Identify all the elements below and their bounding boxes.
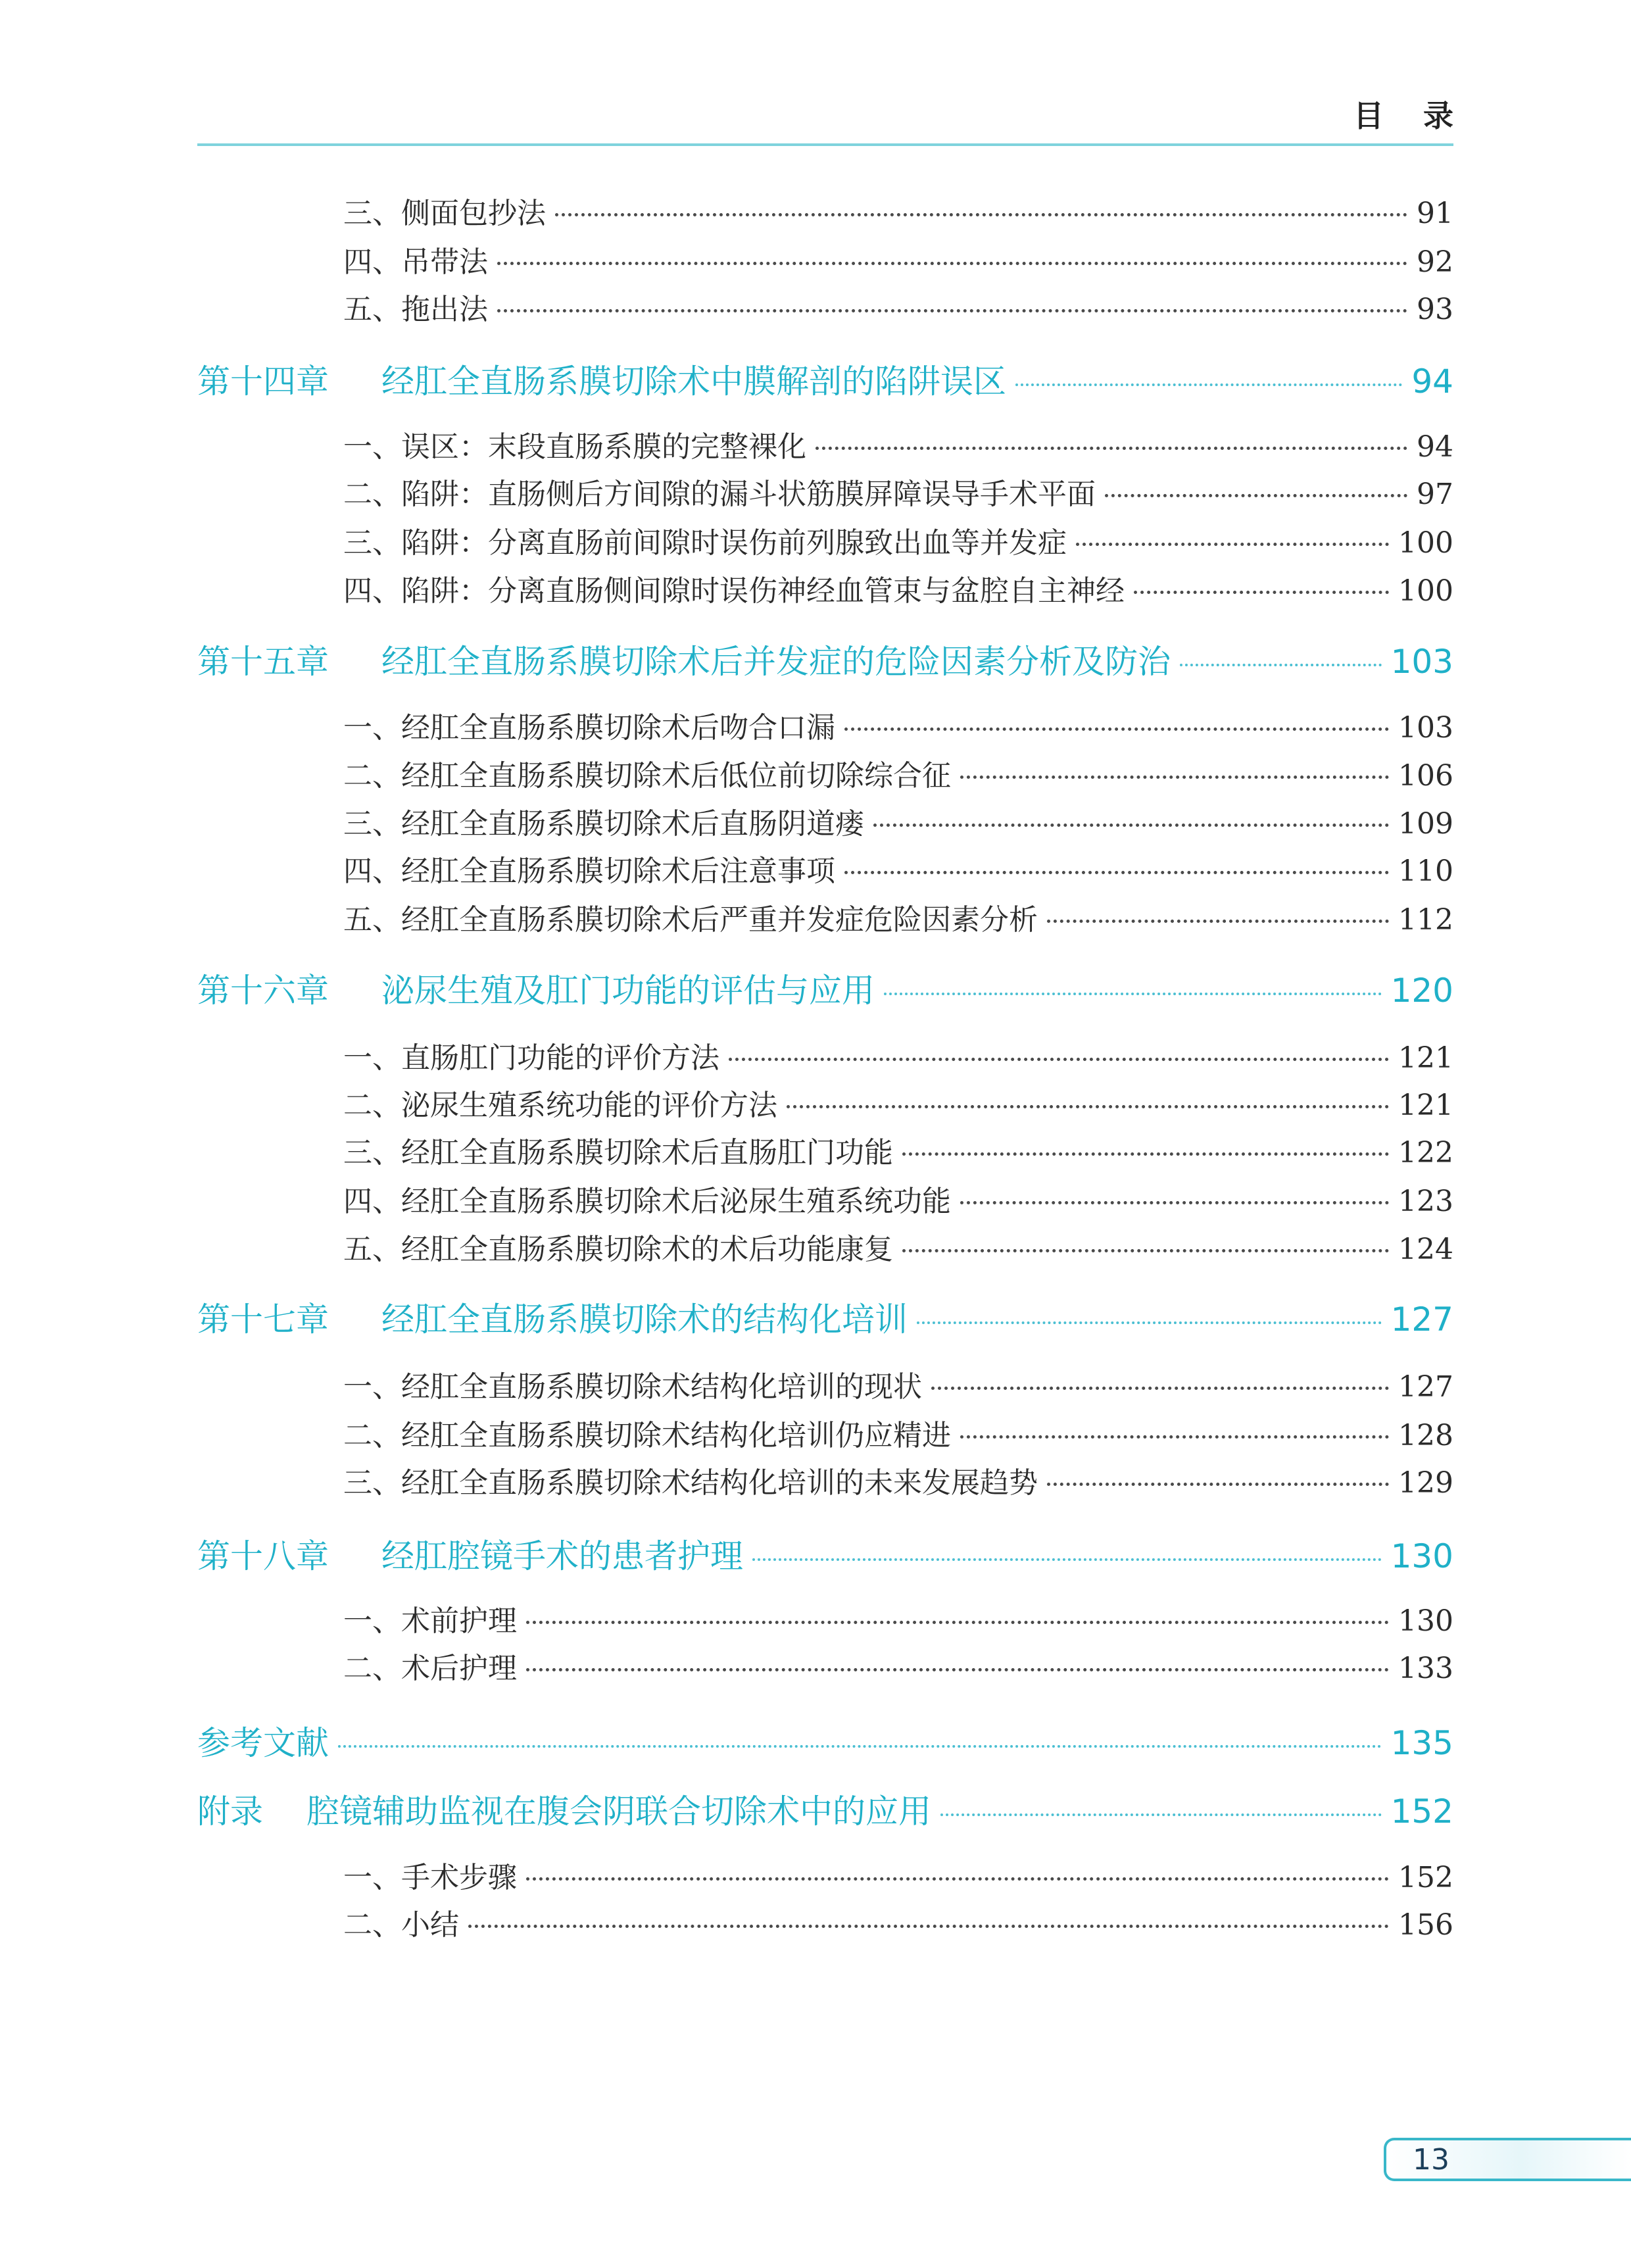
section-title: 三、经肛全直肠系膜切除术后直肠肛门功能 [343,1136,893,1170]
dot-leader [917,1321,1382,1324]
chapter-title: 泌尿生殖及肛门功能的评估与应用 [381,972,875,1010]
dot-leader [960,1435,1389,1439]
dot-leader [468,1925,1389,1928]
header-rule [197,143,1453,146]
dot-leader [497,262,1407,265]
toc-section-entry[interactable] [197,285,1453,328]
dot-leader [526,1877,1389,1881]
page-ref: 110 [1398,854,1453,888]
toc-section-entry[interactable] [197,847,1453,889]
toc-section-entry[interactable] [197,423,1453,465]
toc-chapter-entry[interactable] [197,1293,1453,1341]
dot-leader [1047,920,1389,923]
dot-leader [1180,664,1382,666]
toc-section-entry[interactable] [197,1363,1453,1405]
toc-section-entry[interactable] [197,1177,1453,1220]
toc-section-entry[interactable] [197,1412,1453,1454]
section-title: 五、拖出法 [343,293,488,326]
page-number-badge [1384,2138,1631,2181]
section-title: 二、经肛全直肠系膜切除术后低位前切除综合征 [343,759,951,793]
section-title: 一、经肛全直肠系膜切除术结构化培训的现状 [343,1370,922,1404]
toc-section-entry[interactable] [197,1225,1453,1268]
page-ref: 127 [1390,1300,1453,1339]
page-ref: 152 [1398,1861,1453,1894]
section-title: 三、经肛全直肠系膜切除术结构化培训的未来发展趋势 [343,1466,1038,1500]
dot-leader [816,447,1407,450]
dot-leader [1134,591,1389,594]
section-title: 一、经肛全直肠系膜切除术后吻合口漏 [343,711,835,745]
section-title: 五、经肛全直肠系膜切除术后严重并发症危险因素分析 [343,903,1038,937]
toc-section-entry[interactable] [197,238,1453,280]
page-ref: 130 [1390,1537,1453,1575]
dot-leader [960,776,1389,779]
page-ref: 133 [1398,1652,1453,1685]
section-title: 三、侧面包抄法 [343,197,546,230]
toc-section-entry[interactable] [197,704,1453,746]
dot-leader [338,1745,1382,1748]
dot-leader [940,1813,1382,1816]
page-ref: 124 [1398,1233,1453,1266]
page-ref: 152 [1390,1792,1453,1831]
dot-leader [1015,383,1402,386]
page-ref: 135 [1390,1724,1453,1762]
toc-section-entry[interactable] [197,1459,1453,1501]
page-ref: 129 [1398,1466,1453,1500]
header-title: 目录 [1353,98,1493,134]
chapter-title: 腔镜辅助监视在腹会阴联合切除术中的应用 [306,1792,931,1831]
dot-leader [902,1249,1389,1252]
section-title: 二、小结 [343,1908,459,1942]
page-ref: 106 [1398,759,1453,793]
toc-chapter-entry[interactable] [197,1717,1453,1764]
page-ref: 94 [1417,430,1453,464]
toc-section-entry[interactable] [197,1597,1453,1639]
page-ref: 121 [1398,1089,1453,1122]
toc-chapter-entry[interactable] [197,635,1453,683]
chapter-number: 第十七章 [197,1300,329,1339]
section-title: 一、术前护理 [343,1604,517,1638]
page-ref: 100 [1398,574,1453,608]
toc-section-entry[interactable] [197,1854,1453,1896]
toc-section-entry[interactable] [197,1034,1453,1076]
page-ref: 112 [1398,903,1453,937]
page-ref: 93 [1417,293,1453,326]
toc-section-entry[interactable] [197,896,1453,938]
toc-chapter-entry[interactable] [197,1530,1453,1577]
section-title: 一、直肠肛门功能的评价方法 [343,1041,719,1075]
section-title: 四、吊带法 [343,245,488,279]
toc-section-entry[interactable] [197,1644,1453,1687]
chapter-title: 经肛全直肠系膜切除术中膜解剖的陷阱误区 [381,362,1006,401]
page-ref: 94 [1411,362,1453,401]
page-ref: 121 [1398,1041,1453,1075]
page-ref: 127 [1398,1370,1453,1404]
toc-section-entry[interactable] [197,752,1453,794]
toc-section-entry[interactable] [197,470,1453,512]
toc-section-entry[interactable] [197,1129,1453,1171]
page-ref: 130 [1398,1604,1453,1638]
chapter-number: 第十八章 [197,1537,329,1575]
page-ref: 156 [1398,1908,1453,1942]
section-title: 四、陷阱：分离直肠侧间隙时误伤神经血管束与盆腔自主神经 [343,574,1125,608]
page-ref: 123 [1398,1185,1453,1218]
chapter-title: 经肛全直肠系膜切除术后并发症的危险因素分析及防治 [381,643,1171,681]
page-ref: 120 [1390,972,1453,1010]
page-ref: 100 [1398,526,1453,560]
chapter-title: 经肛全直肠系膜切除术的结构化培训 [381,1300,908,1339]
toc-chapter-entry[interactable] [197,1785,1453,1833]
page-ref: 103 [1390,643,1453,681]
section-title: 一、误区：末段直肠系膜的完整裸化 [343,430,806,464]
page-ref: 92 [1417,245,1453,279]
dot-leader [931,1387,1389,1390]
toc-section-entry[interactable] [197,519,1453,561]
dot-leader [787,1105,1389,1108]
page-ref: 97 [1417,478,1453,511]
page-ref: 122 [1398,1136,1453,1170]
page-ref: 103 [1398,711,1453,745]
dot-leader [526,1621,1389,1624]
dot-leader [1076,543,1389,546]
running-header [197,92,1493,145]
dot-leader [844,727,1389,731]
dot-leader [1105,494,1407,497]
dot-leader [497,309,1407,312]
toc-chapter-entry[interactable] [197,964,1453,1012]
toc-section-entry[interactable] [197,800,1453,842]
chapter-number: 第十四章 [197,362,329,401]
toc-section-entry[interactable] [197,567,1453,609]
dot-leader [1047,1483,1389,1486]
dot-leader [873,824,1389,827]
chapter-title: 参考文献 [197,1724,329,1762]
section-title: 四、经肛全直肠系膜切除术后泌尿生殖系统功能 [343,1185,951,1218]
dot-leader [960,1201,1389,1204]
section-title: 四、经肛全直肠系膜切除术后注意事项 [343,854,835,888]
dot-leader [902,1152,1389,1156]
section-title: 三、经肛全直肠系膜切除术后直肠阴道瘘 [343,807,864,841]
chapter-number: 第十五章 [197,643,329,681]
dot-leader [884,993,1382,995]
page-ref: 109 [1398,807,1453,841]
section-title: 二、经肛全直肠系膜切除术结构化培训仍应精进 [343,1419,951,1452]
dot-leader [526,1668,1389,1671]
toc-section-entry[interactable] [197,1901,1453,1943]
chapter-title: 经肛腔镜手术的患者护理 [381,1537,743,1575]
page-ref: 128 [1398,1419,1453,1452]
dot-leader [844,871,1389,874]
dot-leader [555,213,1407,216]
section-title: 二、术后护理 [343,1652,517,1685]
toc-chapter-entry[interactable] [197,355,1453,403]
section-title: 二、泌尿生殖系统功能的评价方法 [343,1089,777,1122]
section-title: 三、陷阱：分离直肠前间隙时误伤前列腺致出血等并发症 [343,526,1067,560]
page-ref: 91 [1417,197,1453,230]
section-title: 二、陷阱：直肠侧后方间隙的漏斗状筋膜屏障误导手术平面 [343,478,1096,511]
toc-section-entry[interactable] [197,1081,1453,1123]
chapter-number: 第十六章 [197,972,329,1010]
section-title: 五、经肛全直肠系膜切除术的术后功能康复 [343,1233,893,1266]
section-title: 一、手术步骤 [343,1861,517,1894]
toc-section-entry[interactable] [197,189,1453,232]
chapter-number: 附录 [197,1792,263,1831]
page-number: 13 [1413,2143,1449,2177]
dot-leader [729,1058,1389,1061]
dot-leader [752,1558,1382,1561]
